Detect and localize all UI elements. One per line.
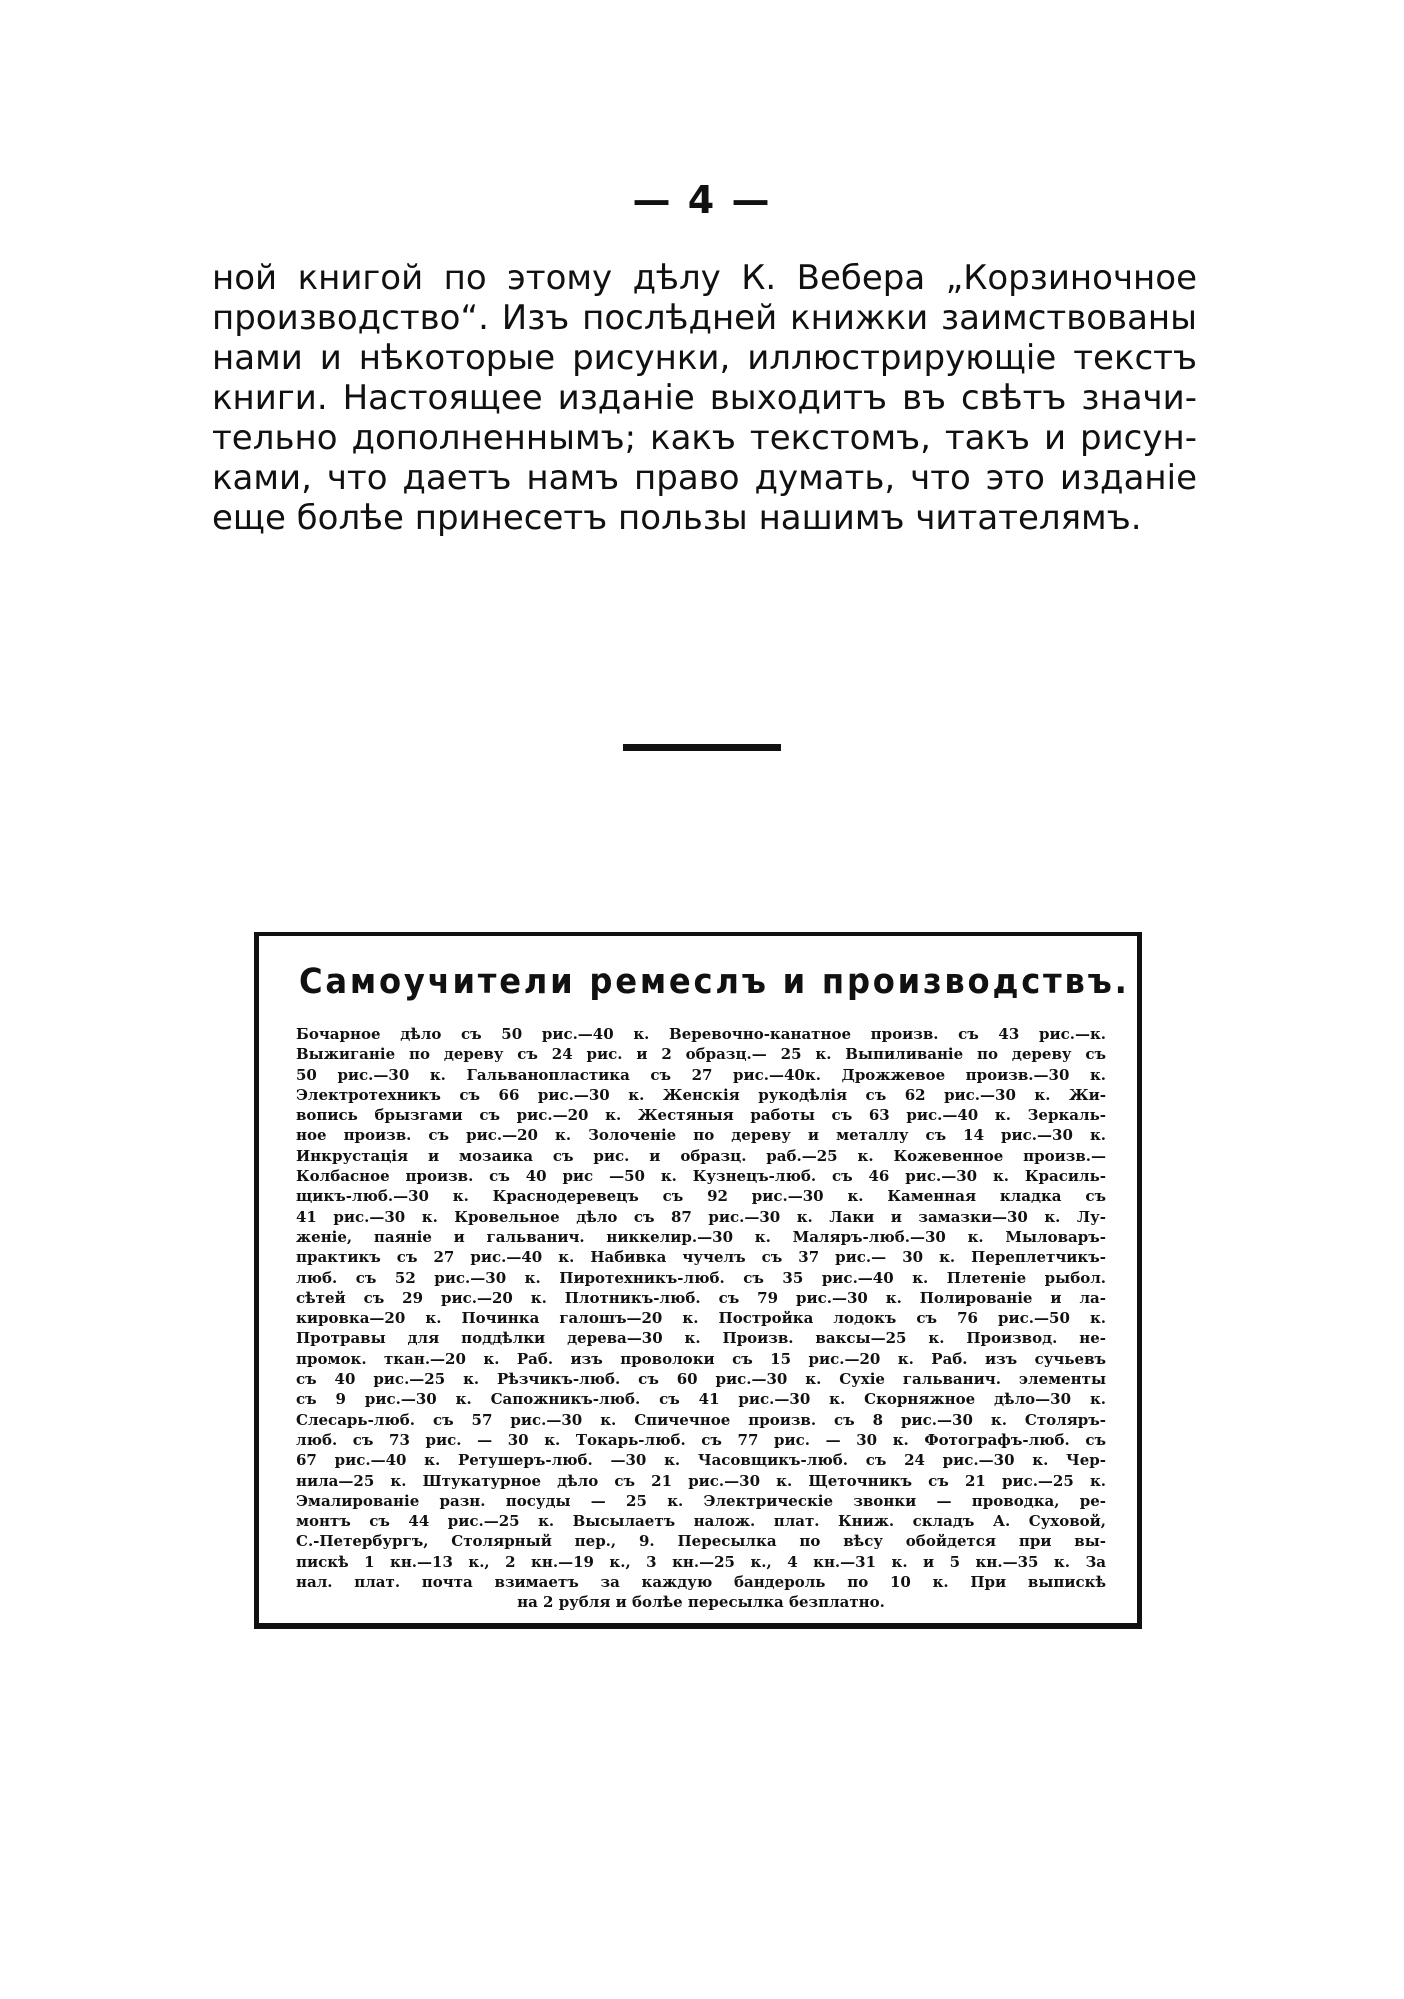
advertisement-title: Самоучители ремеслъ и производствъ. (299, 962, 1130, 1002)
advert-line: Выжиганіе по дереву съ 24 рис. и 2 образц.— 25 к. Выпиливаніе по дереву съ (296, 1045, 1106, 1064)
page-number: — 4 — (632, 178, 772, 222)
advert-line: вопись брызгами съ рис.—20 к. Жестяныя работы съ 63 рис.—40 к. Зеркаль- (296, 1106, 1106, 1125)
advert-line: промок. ткан.—20 к. Раб. изъ проволоки съ 15 рис.—20 к. Раб. изъ сучьевъ (296, 1349, 1106, 1368)
advert-line: Слесарь-люб. съ 57 рис.—30 к. Спичечное произв. съ 8 рис.—30 к. Столяръ- (296, 1410, 1106, 1429)
advert-line: пискѣ 1 кн.—13 к., 2 кн.—19 к., 3 кн.—25 к., 4 кн.—31 к. и 5 кн.—35 к. За (296, 1552, 1106, 1571)
advert-line: на 2 рубля и болѣе пересылка безплатно. (517, 1593, 885, 1612)
advert-line: 67 рис.—40 к. Ретушеръ-люб. —30 к. Часовщикъ-люб. съ 24 рис.—30 к. Чер- (296, 1451, 1106, 1470)
advert-line: люб. съ 52 рис.—30 к. Пиротехникъ-люб. съ 35 рис.—40 к. Плетеніе рыбол. (296, 1268, 1106, 1287)
body-line: ной книгой по этому дѣлу К. Вебера „Корзиночное (212, 258, 1197, 298)
advertisement-box (254, 932, 1142, 1629)
advert-line: Колбасное произв. съ 40 рис —50 к. Кузнецъ-люб. съ 46 рис.—30 к. Красиль- (296, 1167, 1106, 1186)
body-paragraph (212, 258, 1197, 538)
advert-line: Бочарное дѣло съ 50 рис.—40 к. Веревочно-канатное произв. съ 43 рис.—к. (296, 1025, 1106, 1043)
body-line: тельно дополненнымъ; какъ текстомъ, такъ и рисун- (212, 418, 1197, 458)
advert-line: С.-Петербургъ, Столярный пер., 9. Пересылка по вѣсу обойдется при вы- (296, 1532, 1106, 1551)
body-line: книги. Настоящее изданіе выходитъ въ свѣтъ значи- (212, 378, 1197, 418)
advert-line: женіе, паяніе и гальванич. никкелир.—30 к. Маляръ-люб.—30 к. Мыловаръ- (296, 1227, 1106, 1246)
advert-line: практикъ съ 27 рис.—40 к. Набивка чучелъ съ 37 рис.— 30 к. Переплетчикъ- (296, 1248, 1106, 1267)
advert-line: монтъ съ 44 рис.—25 к. Высылаетъ налож. плат. Книж. складъ А. Суховой, (296, 1512, 1106, 1531)
body-line: нами и нѣкоторые рисунки, иллюстрирующіе текстъ (212, 338, 1197, 378)
advert-line: сѣтей съ 29 рис.—20 к. Плотникъ-люб. съ 79 рис.—30 к. Полированіе и ла- (296, 1288, 1106, 1307)
advert-line: 41 рис.—30 к. Кровельное дѣло съ 87 рис.—30 к. Лаки и замазки—30 к. Лу- (296, 1207, 1106, 1226)
advert-line: Эмалированіе разн. посуды — 25 к. Электрическіе звонки — проводка, ре- (296, 1491, 1106, 1510)
advert-line: съ 40 рис.—25 к. Рѣзчикъ-люб. съ 60 рис.—30 к. Сухіе гальванич. элементы (296, 1370, 1106, 1389)
advert-line: нал. плат. почта взимаетъ за каждую бандероль по 10 к. При выпискѣ (296, 1573, 1106, 1592)
advert-line: Инкрустація и мозаика съ рис. и образц. раб.—25 к. Кожевенное произв.— (296, 1146, 1106, 1165)
advert-line: нила—25 к. Штукатурное дѣло съ 21 рис.—30 к. Щеточникъ съ 21 рис.—25 к. (296, 1471, 1106, 1490)
body-line: производство“. Изъ послѣдней книжки заимствованы (212, 298, 1197, 338)
advert-line: кировка—20 к. Починка галошъ—20 к. Постройка лодокъ съ 76 рис.—50 к. (296, 1309, 1106, 1328)
advert-line: ное произв. съ рис.—20 к. Золоченіе по дереву и металлу съ 14 рис.—30 к. (296, 1126, 1106, 1145)
advert-line: 50 рис.—30 к. Гальванопластика съ 27 рис.—40к. Дрожжевое произв.—30 к. (296, 1065, 1106, 1084)
section-separator (623, 744, 781, 751)
advert-line: Протравы для поддѣлки дерева—30 к. Произв. ваксы—25 к. Производ. не- (296, 1329, 1106, 1348)
advert-line: съ 9 рис.—30 к. Сапожникъ-люб. съ 41 рис.—30 к. Скорняжное дѣло—30 к. (296, 1390, 1106, 1409)
advert-line: люб. съ 73 рис. — 30 к. Токарь-люб. съ 77 рис. — 30 к. Фотографъ-люб. съ (296, 1430, 1106, 1449)
body-line: еще болѣе принесетъ пользы нашимъ читателямъ. (212, 498, 1142, 538)
advert-line: щикъ-люб.—30 к. Краснодеревецъ съ 92 рис.—30 к. Каменная кладка съ (296, 1187, 1106, 1206)
advert-line: Электротехникъ съ 66 рис.—30 к. Женскія рукодѣлія съ 62 рис.—30 к. Жи- (296, 1085, 1106, 1104)
body-line: ками, что даетъ намъ право думать, что это изданіе (212, 458, 1197, 498)
advertisement-text (296, 1024, 1106, 1613)
